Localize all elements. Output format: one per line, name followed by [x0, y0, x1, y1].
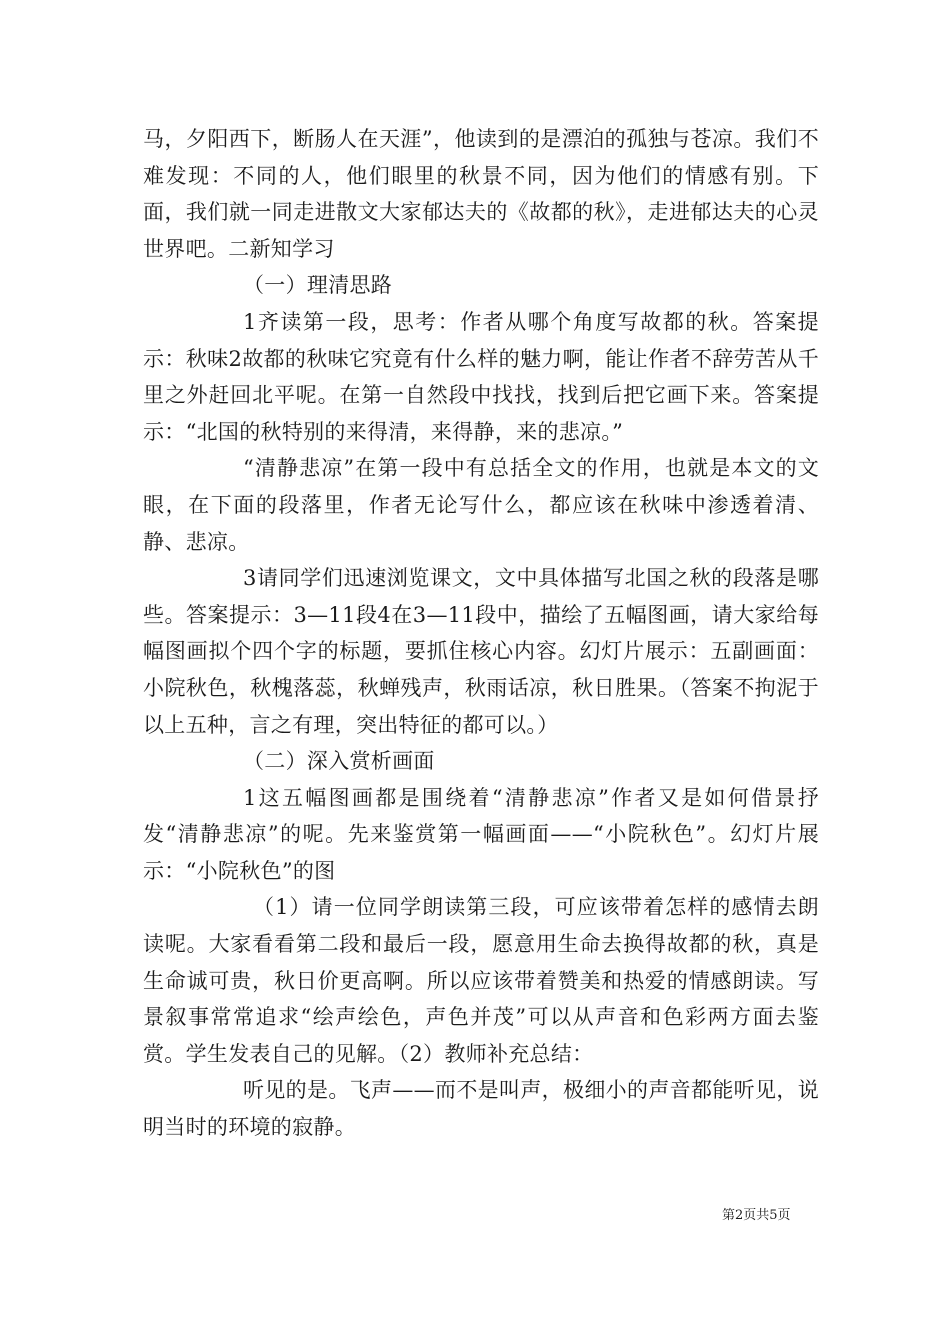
paragraph-step-3: 3请同学们迅速浏览课文，文中具体描写北国之秋的段落是哪些。答案提示：3—11段4在3—11段中，描绘了五幅图画，请大家给每幅图画拟个四个字的标题，要抓住核心内容。幻灯片展示：五副画面：小院秋色，秋槐落蕊，秋蝉残声，秋雨话凉，秋日胜果。（答案不拘泥于以上五种，言之有理，突出特征的都可以。） [143, 566, 819, 737]
section-heading-1: （一）理清思路 [243, 273, 393, 298]
document-body [143, 121, 819, 1146]
paragraph-analysis-reading: （1）请一位同学朗读第三段，可应该带着怎样的感情去朗读呢。大家看看第二段和最后一段，愿意用生命去换得故都的秋，真是生命诚可贵，秋日价更高啊。所以应该带着赞美和热爱的情感朗读。写景叙事常常追求“绘声绘色，声色并茂”可以从声音和色彩两方面去鉴赏。学生发表自己的见解。（2）教师补充总结： [143, 895, 819, 1066]
paragraph-intro: 马，夕阳西下，断肠人在天涯”，他读到的是漂泊的孤独与苍凉。我们不难发现：不同的人，他们眼里的秋景不同，因为他们的情感有别。下面，我们就一同走进散文大家郁达夫的《故都的秋》，走进郁达夫的心灵世界吧。二新知学习 [143, 127, 819, 261]
page-number: 第2页共5页 [722, 1208, 791, 1223]
paragraph-analysis-1: 1这五幅图画都是围绕着“清静悲凉”作者又是如何借景抒发“清静悲凉”的呢。先来鉴赏第一幅画面——“小院秋色”。幻灯片展示：“小院秋色”的图 [143, 785, 819, 883]
section-heading-2: （二）深入赏析画面 [243, 749, 435, 774]
paragraph-wenyan: “清静悲凉”在第一段中有总括全文的作用，也就是本文的文眼，在下面的段落里，作者无论写什么，都应该在秋味中渗透着清、静、悲凉。 [143, 456, 819, 554]
paragraph-step-1: 1齐读第一段，思考：作者从哪个角度写故都的秋。答案提示：秋味2故都的秋味它究竟有什么样的魅力啊，能让作者不辞劳苦从千里之外赶回北平呢。在第一自然段中找找，找到后把它画下来。答案提示：“北国的秋特别的来得清，来得静，来的悲凉。” [143, 309, 819, 444]
paragraph-sound: 听见的是。飞声——而不是叫声，极细小的声音都能听见，说明当时的环境的寂静。 [143, 1078, 819, 1140]
